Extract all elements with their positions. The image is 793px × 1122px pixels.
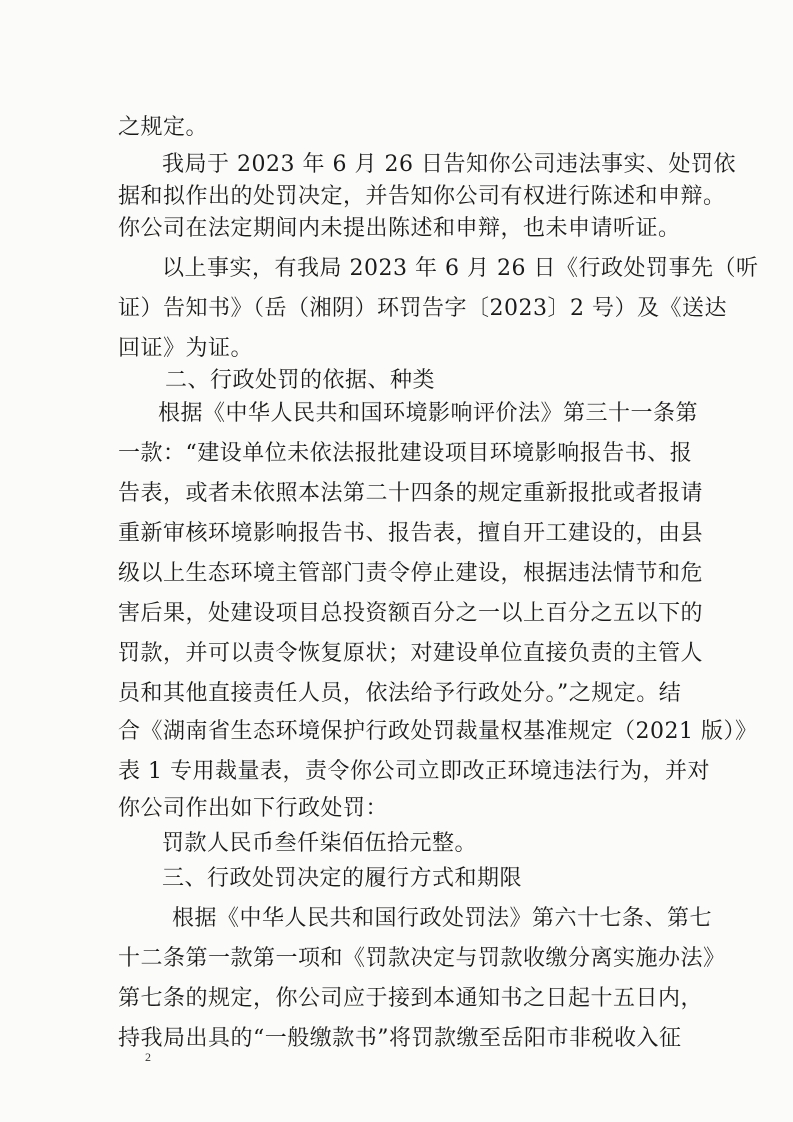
text-line: 回证》为证。	[118, 336, 254, 361]
text-line: 根据《中华人民共和国行政处罚法》第六十七条、第七	[172, 906, 713, 931]
text-line: 以上事实，有我局 2023 年 6 月 26 日《行政处罚事先（听	[162, 256, 759, 281]
text-line: 十二条第一款第一项和《罚款决定与罚款收缴分离实施办法》	[118, 946, 726, 971]
penalty-amount: 罚款人民币叁仟柒佰伍拾元整。	[162, 831, 478, 856]
text-line: 告表，或者未依照本法第二十四条的规定重新报批或者报请	[118, 481, 704, 506]
text-line: 第七条的规定，你公司应于接到本通知书之日起十五日内，	[118, 986, 704, 1011]
text-line: 你公司作出如下行政处罚：	[118, 796, 389, 821]
text-line: 级以上生态环境主管部门责令停止建设，根据违法情节和危	[118, 561, 704, 586]
text-line: 据和拟作出的处罚决定，并告知你公司有权进行陈述和申辩。	[118, 184, 726, 209]
text-line: 害后果，处建设项目总投资额百分之一以上百分之五以下的	[118, 601, 704, 626]
text-line: 罚款，并可以责令恢复原状；对建设单位直接负责的主管人	[118, 641, 704, 666]
text-line: 我局于 2023 年 6 月 26 日告知你公司违法事实、处罚依	[162, 152, 736, 177]
text-line: 员和其他直接责任人员，依法给予行政处分。”之规定。结	[118, 681, 682, 706]
text-line: 之规定。	[118, 115, 209, 140]
text-line: 一款：“建设单位未依法报批建设项目环境影响报告书、报	[118, 441, 693, 466]
text-line: 表 1 专用裁量表，责令你公司立即改正环境违法行为，并对	[118, 759, 710, 784]
text-line: 持我局出具的“一般缴款书”将罚款缴至岳阳市非税收入征	[118, 1026, 682, 1051]
text-line: 证）告知书》（岳（湘阴）环罚告字〔2023〕2 号）及《送达	[118, 296, 727, 321]
text-line: 合《湖南省生态环境保护行政处罚裁量权基准规定（2021 版）》	[118, 719, 758, 744]
text-line: 重新审核环境影响报告书、报告表，擅自开工建设的，由县	[118, 521, 704, 546]
text-line: 你公司在法定期间内未提出陈述和申辩，也未申请听证。	[118, 216, 681, 241]
section-heading: 二、行政处罚的依据、种类	[165, 368, 436, 393]
section-heading: 三、行政处罚决定的履行方式和期限	[162, 866, 523, 891]
page-number: 2	[145, 1050, 151, 1064]
text-line: 根据《中华人民共和国环境影响评价法》第三十一条第	[158, 401, 699, 426]
